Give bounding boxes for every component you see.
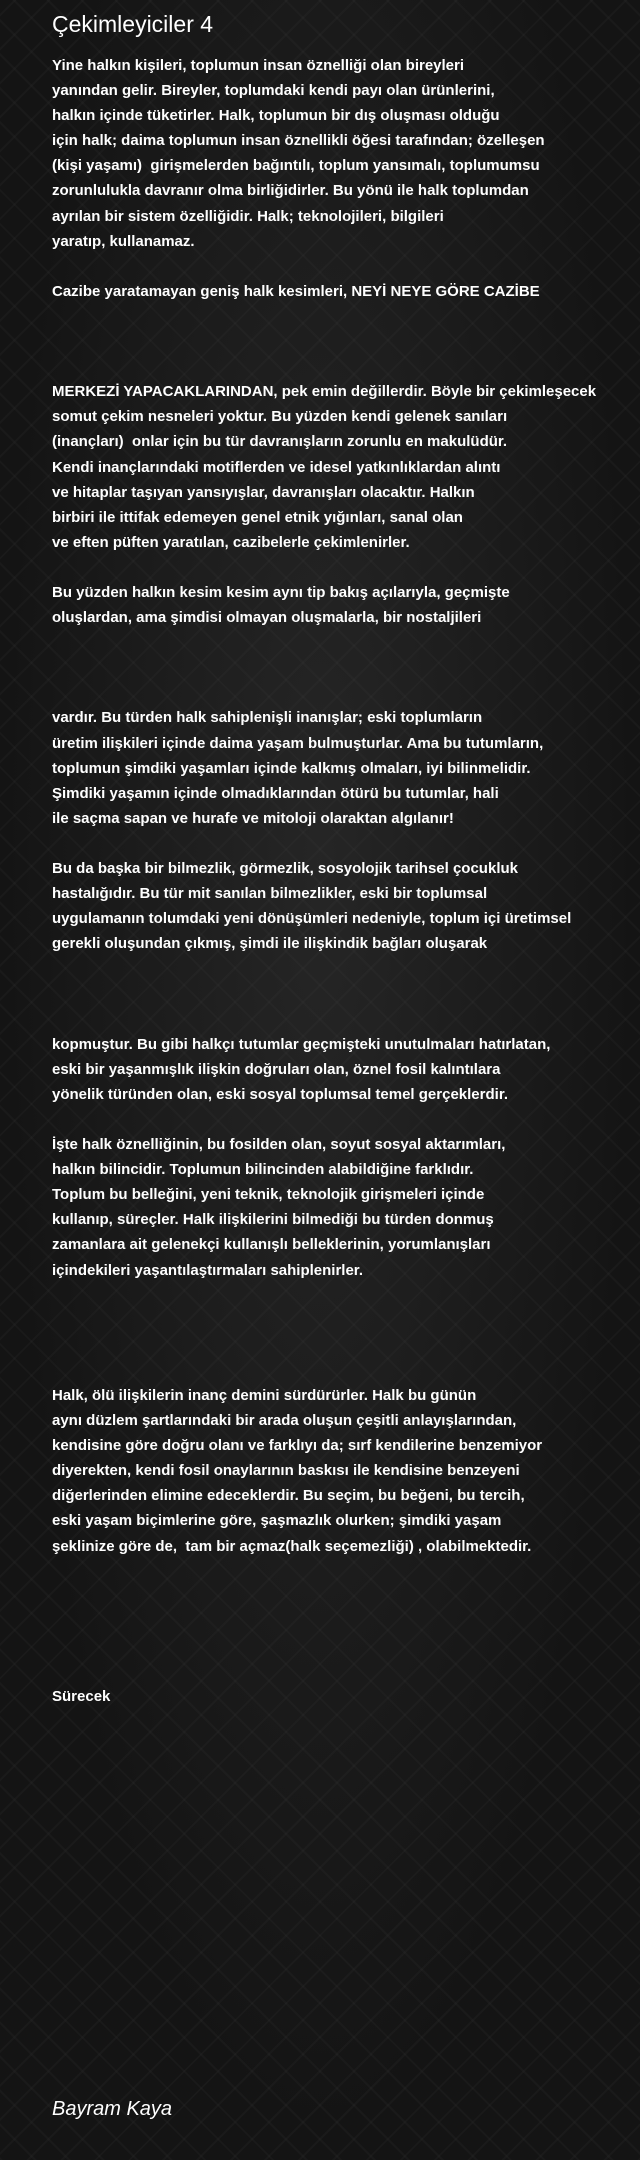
poem-title: Çekimleyiciler 4	[52, 11, 214, 37]
poem-body: Yine halkın kişileri, toplumun insan öznelliği olan bireyleri yanından gelir. Bireyler, toplumdaki kendi payı olan ürünlerini, halkın içinde tüketirler. Halk, toplumun bir dış oluşması olduğu için halk; daima toplumun insan öznellikli öğesi tarafından; özelleşen (kişi yaşamı) girişmelerden bağıntılı, toplum yansımalı, toplumumsu zorunlulukla davranır olma birliğidirler. Bu yönü ile halk toplumdan ayrılan bir sistem özelliğidir. Halk; teknolojileri, bilgileri yaratıp, kullanamaz. Cazibe yaratamayan geniş halk kesimleri, NEYİ NEYE GÖRE CAZİBE MERKEZİ YAPACAKLARINDAN, pek emin değillerdir. Böyle bir çekimleşecek somut çekim nesneleri yoktur. Bu yüzden kendi gelenek sanıları (inançları) onlar için bu tür davranışların zorunlu en makulüdür. Kendi inançlarındaki motiflerden ve idesel yatkınlıklardan alıntı ve hitaplar taşıyan yansıyışlar, davranışları olacaktır. Halkın birbiri ile ittifak edemeyen genel etnik yığınları, sanal olan ve eften püften yaratılan, cazibelerle çekimlenirler. Bu yüzden halkın kesim kesim aynı tip bakış açılarıyla, geçmişte oluşlardan, ama şimdisi olmayan oluşmalarla, bir nostaljileri vardır. Bu türden halk sahiplenişli inanışlar; eski toplumların üretim ilişkileri içinde daima yaşam bulmuşturlar. Ama bu tutumların, toplumun şimdiki yaşamları içinde kalkmış olmaları, iyi bilinmelidir. Şimdiki yaşamın içinde olmadıklarından ötürü bu tutumlar, hali ile saçma sapan ve hurafe ve mitoloji olaraktan algılanır! Bu da başka bir bilmezlik, görmezlik, sosyolojik tarihsel çocukluk hastalığıdır. Bu tür mit sanılan bilmezlikler, eski bir toplumsal uygulamanın tolumdaki yeni dönüşümleri nedeniyle, toplum içi üretimsel gerekli oluşundan çıkmış, şimdi ile ilişkindik bağları oluşarak kopmuştur. Bu gibi halkçı tutumlar geçmişteki unutulmaları hatırlatan, eski bir yaşanmışlık ilişkin doğruları olan, öznel fosil kalıntılara yönelik türünden olan, eski sosyal toplumsal temel gerçeklerdir. İşte halk öznelliğinin, bu fosilden olan, soyut sosyal aktarımları, halkın bilincidir. Toplumun bilincinden alabildiğine farklıdır. Toplum bu belleğini, yeni teknik, teknolojik girişmeleri içinde kullanıp, süreçler. Halk ilişkilerini bilmediği bu türden donmuş zamanlara ait gelenekçi kullanışlı belleklerinin, yorumlanışları içindekileri yaşantılaştırmaları sahiplenirler. Halk, ölü ilişkilerin inanç demini sürdürürler. Halk bu günün aynı düzlem şartlarındaki bir arada oluşun çeşitli anlayışlarından, kendisine göre doğru olanı ve farklıyı da; sırf kendilerine benzemiyor diyerekten, kendi fosil onaylarının baskısı ile kendisine benzeyeni diğerlerinden elimine edeceklerdir. Bu seçim, bu beğeni, bu tercih, eski yaşam biçimlerine göre, şaşmazlık olurken; şimdiki yaşam şeklinize göre de, tam bir açmaz(halk seçemezliği) , olabilmektedir. Sürecek	[52, 57, 597, 1706]
poem-author: Bayram Kaya	[52, 2098, 173, 2120]
